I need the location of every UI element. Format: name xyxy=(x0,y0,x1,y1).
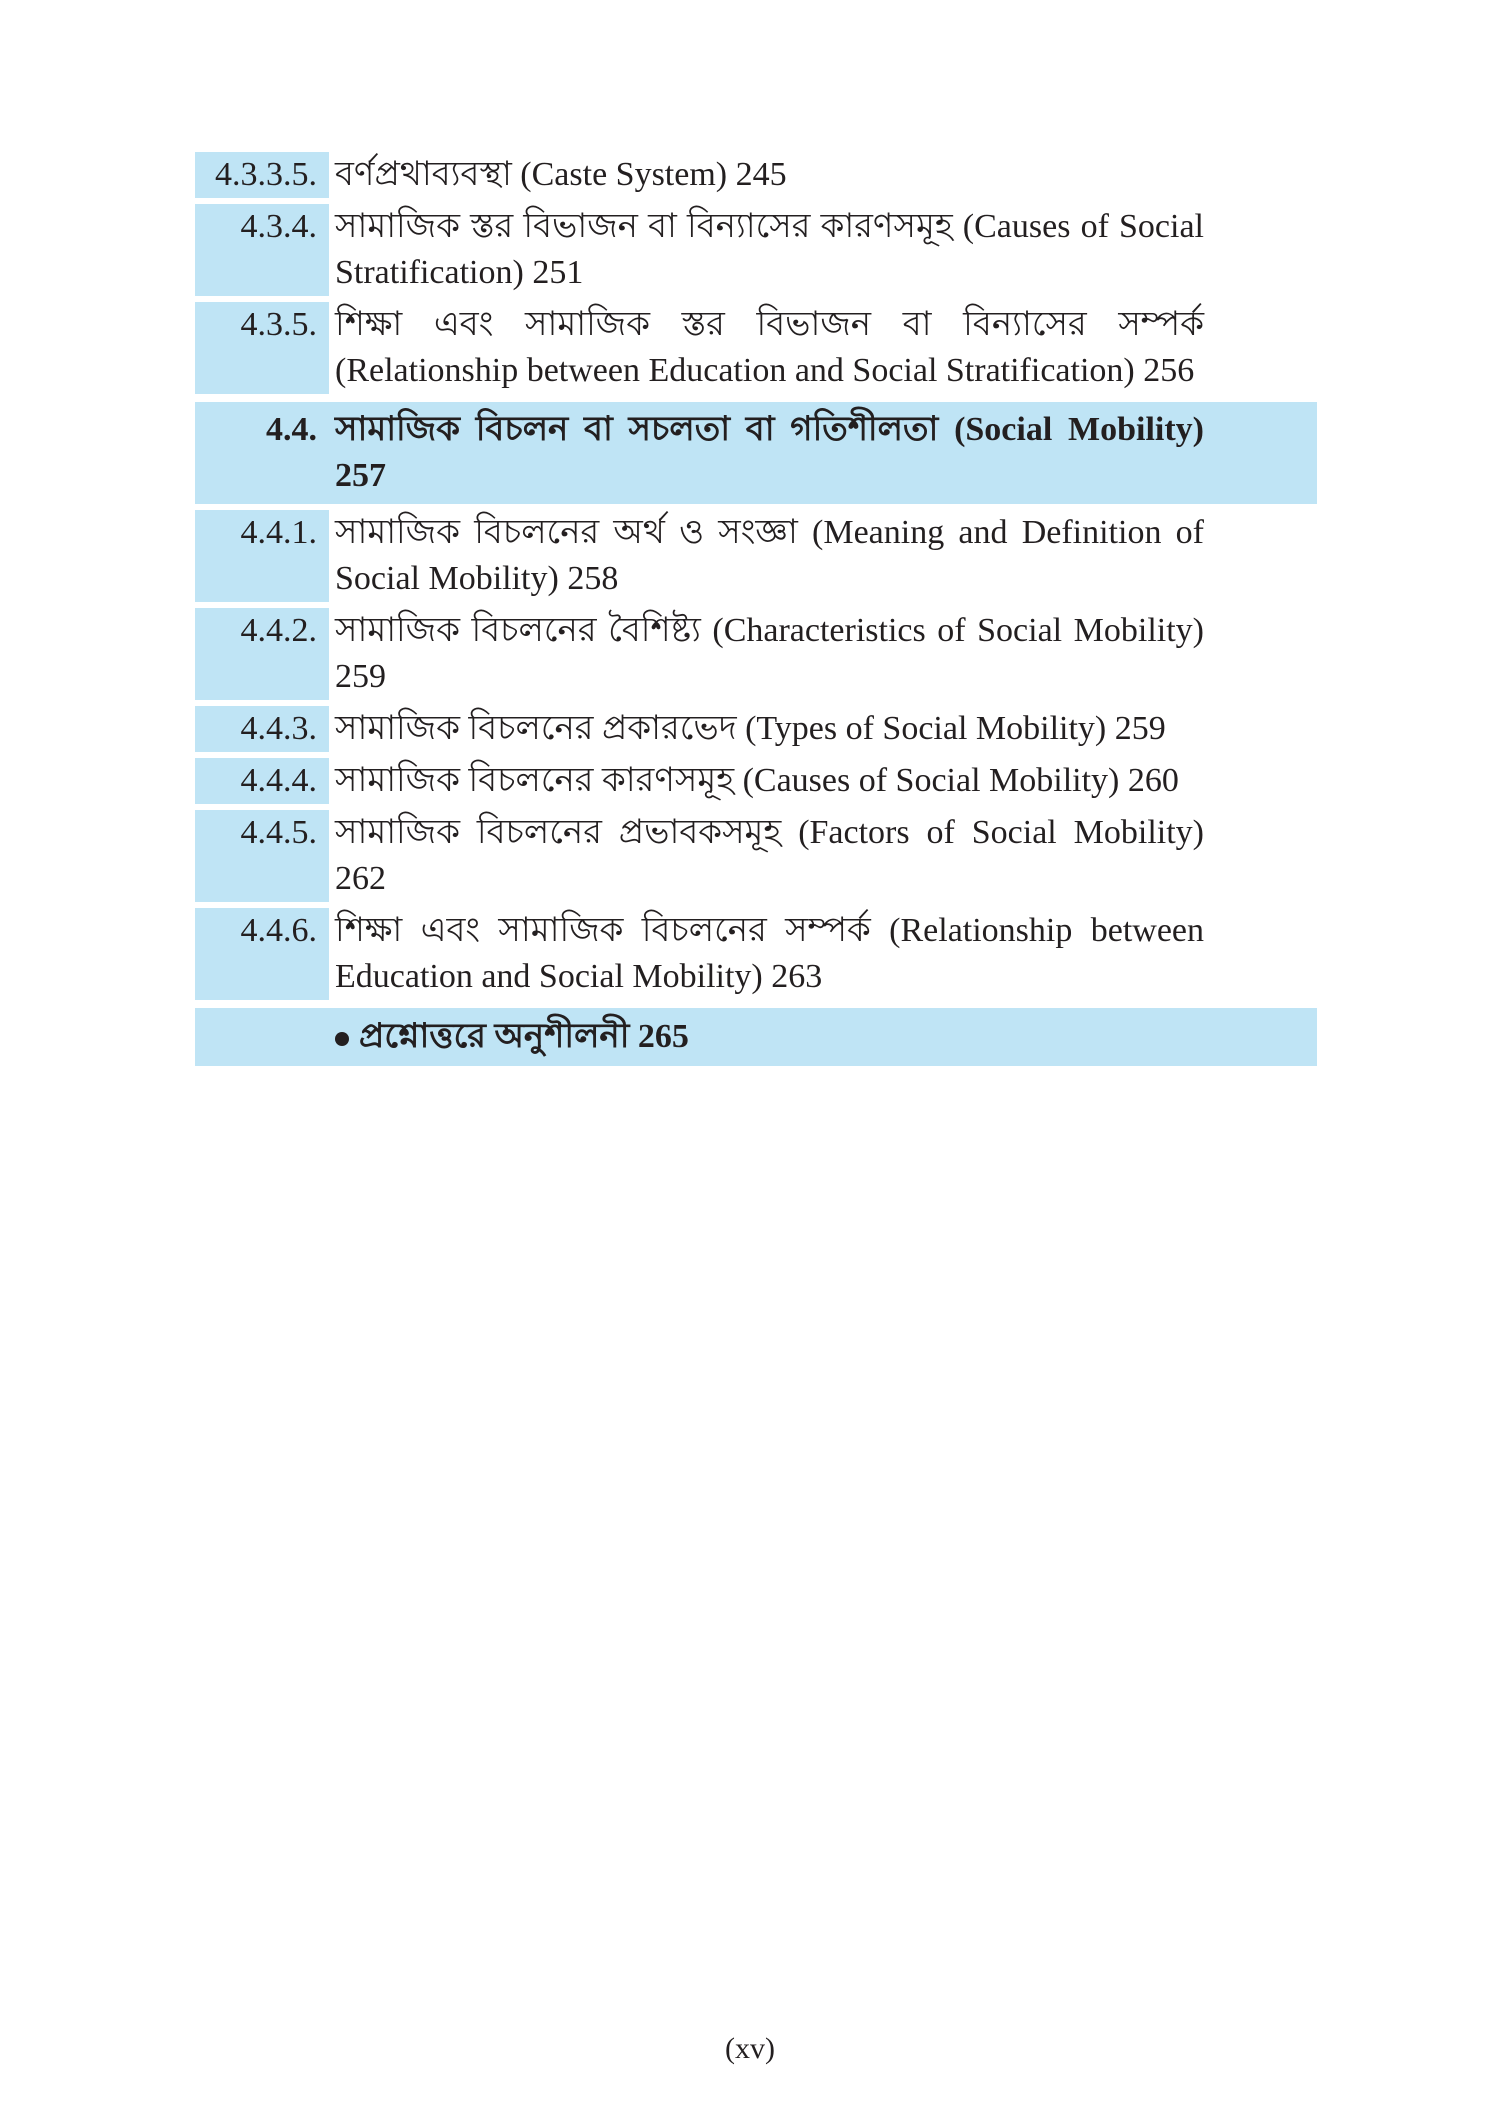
toc-entry[interactable] xyxy=(195,908,1317,1000)
toc-entry[interactable] xyxy=(195,204,1317,296)
bullet-cell xyxy=(195,1014,329,1060)
section-title: সামাজিক বিচলনের কারণসমূহ (Causes of Social Mobility) 260 xyxy=(335,762,1179,799)
section-title: শিক্ষা এবং সামাজিক স্তর বিভাজন বা বিন্যাসের সম্পর্ক (Relationship between Education and Social Stratification) 256 xyxy=(335,306,1204,389)
section-title: সামাজিক বিচলনের প্রকারভেদ (Types of Social Mobility) 259 xyxy=(335,710,1166,747)
toc-entry[interactable] xyxy=(195,706,1317,752)
section-number: 4.3.5. xyxy=(195,302,329,394)
table-of-contents xyxy=(195,152,1317,1066)
toc-entry[interactable] xyxy=(195,302,1317,394)
section-number: 4.3.3.5. xyxy=(195,152,329,198)
section-title: সামাজিক বিচলনের অর্থ ও সংজ্ঞা (Meaning and Definition of Social Mobility) 258 xyxy=(335,514,1204,597)
section-number: 4.4. xyxy=(266,411,317,448)
section-number: 4.4.5. xyxy=(195,810,329,902)
page-number: (xv) xyxy=(725,2032,775,2065)
toc-entry[interactable] xyxy=(195,810,1317,902)
section-title: সামাজিক বিচলনের প্রভাবকসমূহ (Factors of Social Mobility) 262 xyxy=(335,814,1204,897)
toc-exercise-entry[interactable] xyxy=(195,1008,1317,1066)
section-title: শিক্ষা এবং সামাজিক বিচলনের সম্পর্ক (Relationship between Education and Social Mobility) 263 xyxy=(335,912,1204,995)
section-number: 4.4.6. xyxy=(195,908,329,1000)
toc-entry[interactable] xyxy=(195,152,1317,198)
section-title: সামাজিক স্তর বিভাজন বা বিন্যাসের কারণসমূহ (Causes of Social Stratification) 251 xyxy=(335,208,1204,291)
section-title: সামাজিক বিচলন বা সচলতা বা গতিশীলতা (Social Mobility) 257 xyxy=(335,411,1204,494)
section-number: 4.4.1. xyxy=(195,510,329,602)
exercise-title-wrap xyxy=(329,1014,1204,1060)
section-number: 4.4.3. xyxy=(195,706,329,752)
toc-entry[interactable] xyxy=(195,758,1317,804)
section-number: 4.4.2. xyxy=(195,608,329,700)
toc-entry[interactable] xyxy=(195,510,1317,602)
section-title: বর্ণপ্রথাব্যবস্থা (Caste System) 245 xyxy=(335,156,787,193)
section-title: সামাজিক বিচলনের বৈশিষ্ট্য (Characteristics of Social Mobility) 259 xyxy=(335,612,1204,695)
section-number: 4.3.4. xyxy=(195,204,329,296)
exercise-title: প্রশ্নোত্তরে অনুশীলনী 265 xyxy=(359,1018,689,1055)
bullet-icon xyxy=(335,1032,349,1046)
toc-section-heading[interactable] xyxy=(195,402,1317,504)
toc-entry[interactable] xyxy=(195,608,1317,700)
section-number: 4.4.4. xyxy=(195,758,329,804)
